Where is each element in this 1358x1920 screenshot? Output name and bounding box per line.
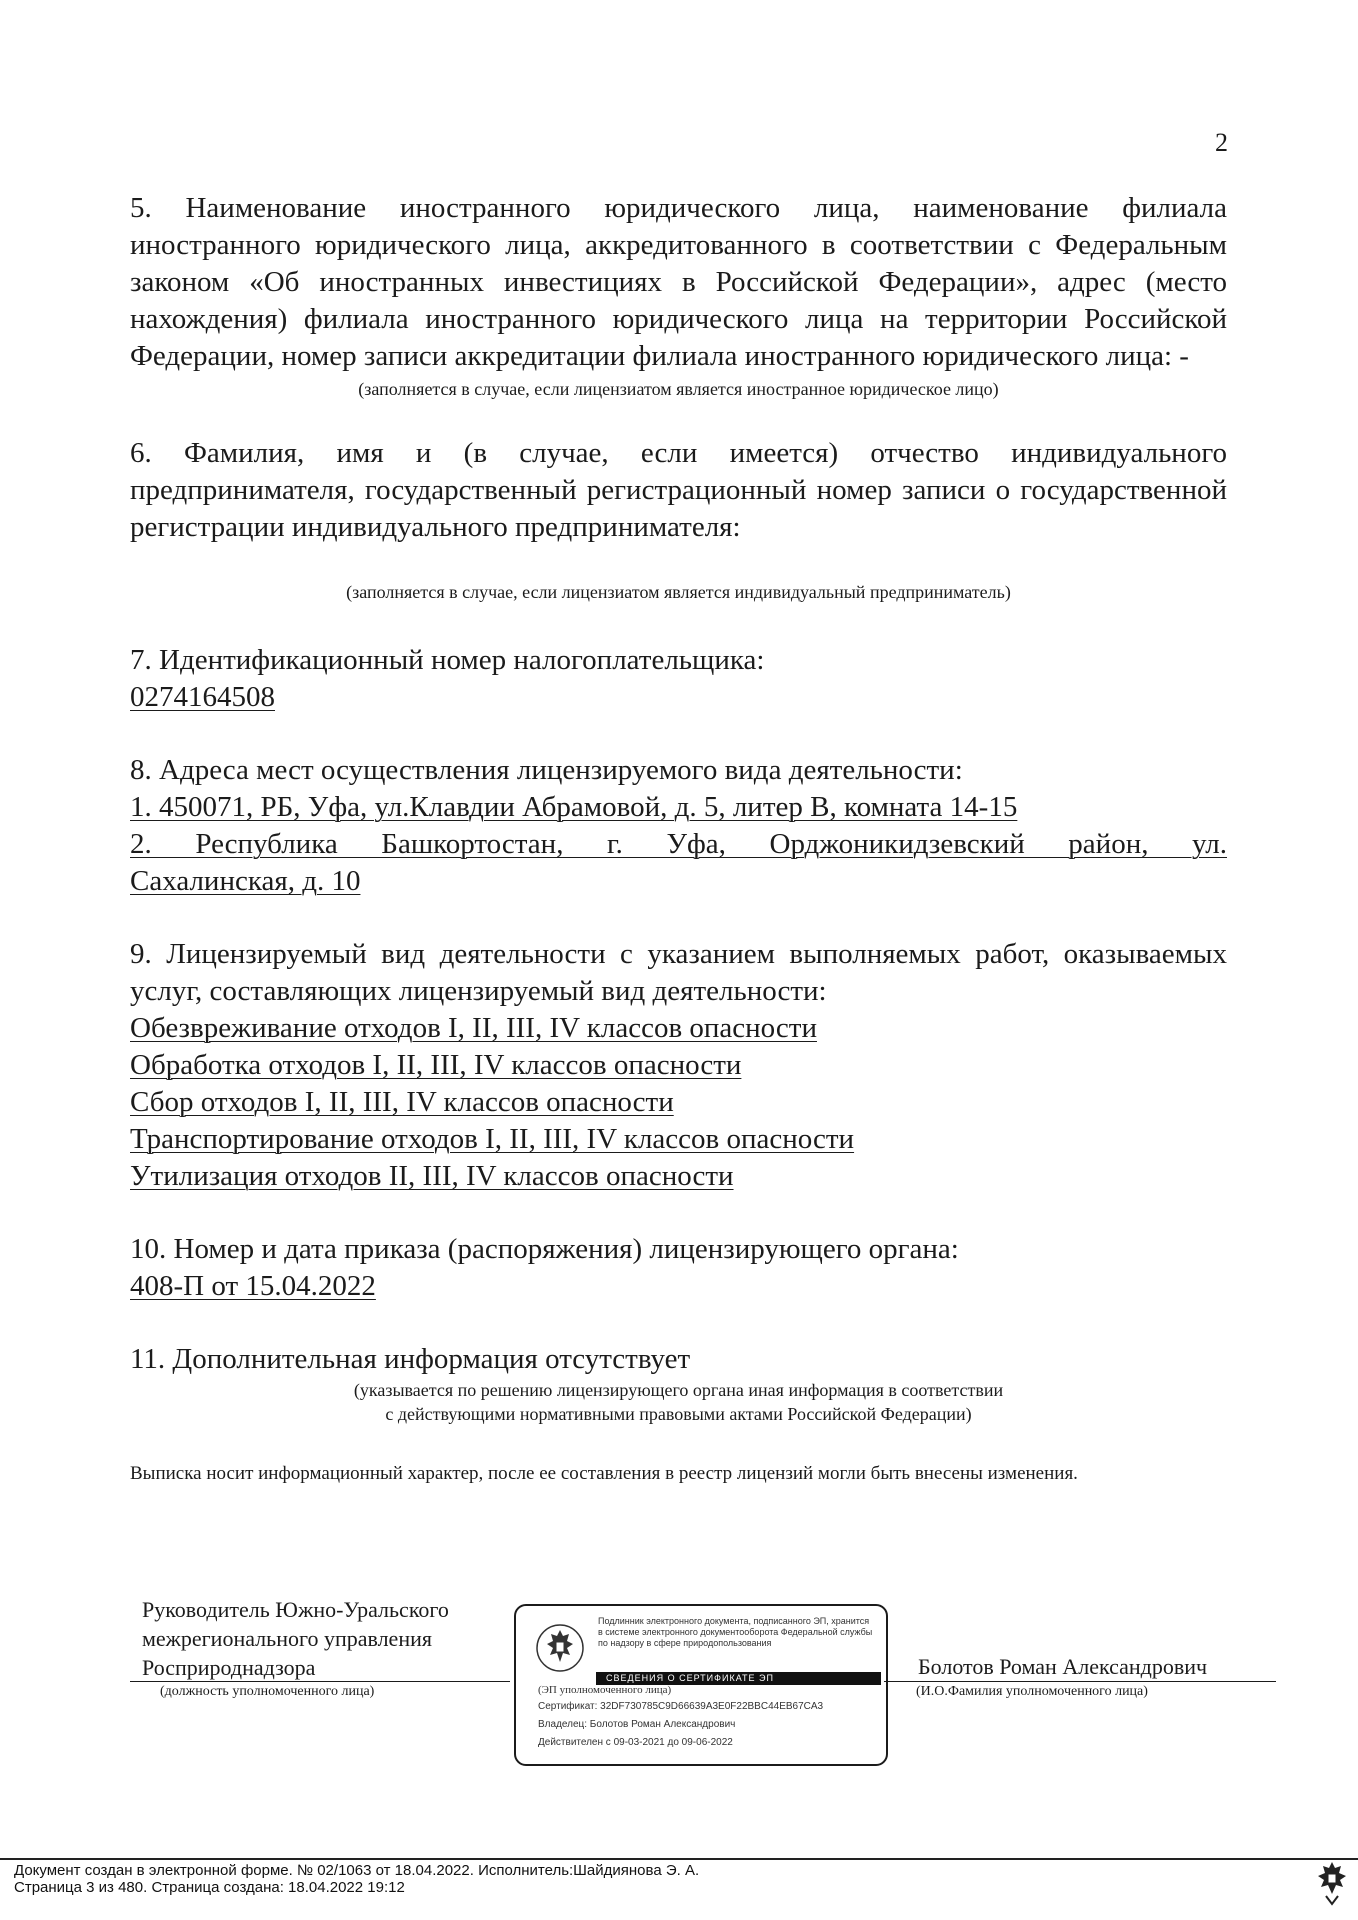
stamp-header: СВЕДЕНИЯ О СЕРТИФИКАТЕ ЭП xyxy=(596,1672,881,1685)
stamp-owner: Владелец: Болотов Роман Александрович xyxy=(538,1719,736,1730)
activity-item: Обработка отходов I, II, III, IV классов опасности xyxy=(130,1049,742,1081)
section-11-note-line2: с действующими нормативными правовыми актами Российской Федерации) xyxy=(385,1404,972,1424)
address-2: 2. Республика Башкортостан, г. Уфа, Орджоникидзевский район, ул. xyxy=(130,828,1227,860)
position-line: межрегионального управления xyxy=(142,1626,432,1651)
position-underline xyxy=(130,1681,510,1682)
signatory-name: Болотов Роман Александрович xyxy=(918,1654,1208,1679)
section-7-heading: 7. Идентификационный номер налогоплательщика: xyxy=(130,644,765,676)
section-10-heading: 10. Номер и дата приказа (распоряжения) лицензирующего органа: xyxy=(130,1233,959,1265)
activity-item: Утилизация отходов II, III, IV классов опасности xyxy=(130,1160,734,1192)
footer-rule xyxy=(0,1858,1358,1860)
inn-value: 0274164508 xyxy=(130,681,275,713)
disclaimer: Выписка носит информационный характер, после ее составления в реестр лицензий могли быть внесены изменения. xyxy=(130,1463,1078,1484)
activity-item: Обезвреживание отходов I, II, III, IV классов опасности xyxy=(130,1012,817,1044)
footer-line: Документ создан в электронной форме. № 02/1063 от 18.04.2022. Исполнитель:Шайдиянова Э. А. xyxy=(14,1862,700,1879)
position-caption: (должность уполномоченного лица) xyxy=(160,1684,375,1699)
section-6-note: (заполняется в случае, если лицензиатом является индивидуальный предприниматель) xyxy=(346,582,1011,602)
name-caption: (И.О.Фамилия уполномоченного лица) xyxy=(916,1684,1148,1699)
stamp-validity: Действителен с 09-03-2021 до 09-06-2022 xyxy=(538,1737,733,1748)
coat-of-arms-icon xyxy=(1310,1858,1354,1908)
section-9-heading: 9. Лицензируемый вид деятельности с указанием выполняемых работ, оказываемых услуг, составляющих лицензируемый вид деятельности: xyxy=(130,938,1227,1007)
section-6-text: 6. Фамилия, имя и (в случае, если имеется) отчество индивидуального предпринимателя, государственный регистрационный номер записи о государственной регистрации индивидуального предпринимателя: xyxy=(130,437,1227,543)
section-5-note: (заполняется в случае, если лицензиатом является иностранное юридическое лицо) xyxy=(358,379,999,399)
activity-item: Транспортирование отходов I, II, III, IV классов опасности xyxy=(130,1123,855,1155)
section-11-note-line1: (указывается по решению лицензирующего органа иная информация в соответствии xyxy=(353,1380,1004,1400)
electronic-signature-stamp xyxy=(514,1604,888,1766)
document-footer xyxy=(14,1862,699,1896)
signatory-position xyxy=(142,1595,502,1682)
address-2-continued: Сахалинская, д. 10 xyxy=(130,865,361,897)
document-body xyxy=(130,190,1227,1487)
address-1: 1. 450071, РБ, Уфа, ул.Клавдии Абрамовой, д. 5, литер В, комната 14-15 xyxy=(130,791,1018,823)
stamp-origin-text: Подлинник электронного документа, подписанного ЭП, хранится в системе электронного документооборота Федеральной службы по надзору в сфере природопользования xyxy=(598,1616,873,1648)
section-5-text: 5. Наименование иностранного юридического лица, наименование филиала иностранного юридического лица, аккредитованного в соответствии с Федеральным законом «Об иностранных инвестициях в Российской Федерации», адрес (место нахождения) филиала иностранного юридического лица на территории Российской Федерации, номер записи аккредитации филиала иностранного юридического лица: - xyxy=(130,192,1227,372)
footer-line: Страница 3 из 480. Страница создана: 18.04.2022 19:12 xyxy=(14,1879,405,1896)
position-line: Росприроднадзора xyxy=(142,1655,316,1680)
stamp-certificate: Сертификат: 32DF730785C9D66639A3E0F22BBC44EB67CA3 xyxy=(538,1701,824,1712)
page-number: 2 xyxy=(1215,128,1228,157)
section-11-heading: 11. Дополнительная информация отсутствует xyxy=(130,1343,691,1375)
position-line: Руководитель Южно-Уральского xyxy=(142,1597,449,1622)
name-underline xyxy=(884,1681,1276,1682)
section-8-heading: 8. Адреса мест осуществления лицензируемого вида деятельности: xyxy=(130,754,963,786)
stamp-under-caption: (ЭП уполномоченного лица) xyxy=(538,1684,672,1696)
activity-item: Сбор отходов I, II, III, IV классов опасности xyxy=(130,1086,674,1118)
coat-of-arms-icon xyxy=(536,1620,584,1676)
order-value: 408-П от 15.04.2022 xyxy=(130,1270,376,1302)
